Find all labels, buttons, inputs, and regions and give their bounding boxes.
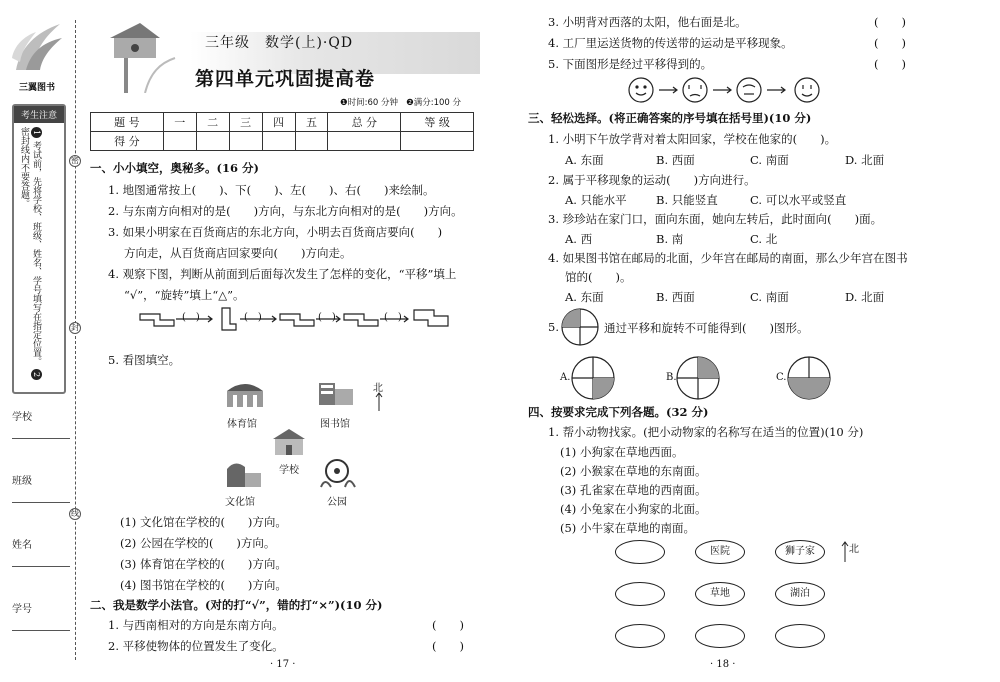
notice-item-2: 密封线内不要答题。 xyxy=(19,127,29,208)
home-lake: 湖泊 xyxy=(775,582,825,606)
field-label-class: 班级 xyxy=(12,476,32,487)
score-table xyxy=(90,112,474,151)
s3-q5-option-c-label[interactable]: C. xyxy=(776,372,787,383)
score-cell: 三 xyxy=(229,113,262,132)
s3-question-5: 通过平移和旋转不可能得到( )图形。 xyxy=(604,321,809,335)
s1-fill-4: (4) 图书馆在学校的( )方向。 xyxy=(120,578,287,592)
direction-map xyxy=(215,375,390,507)
tetromino-shape-3 xyxy=(280,314,314,326)
score-input-cell[interactable] xyxy=(401,132,474,151)
field-label-school: 学校 xyxy=(12,412,32,423)
score-cell: 总 分 xyxy=(328,113,401,132)
seal-mark-feng: 封 xyxy=(71,323,79,332)
s3-question-2: 2. 属于平移现象的运动( )方向进行。 xyxy=(548,173,756,187)
home-slot-s[interactable] xyxy=(695,624,745,648)
s2-answer-1[interactable]: ( ) xyxy=(432,618,464,632)
s2-question-5: 5. 下面图形是经过平移得到的。 xyxy=(548,57,713,71)
arrow-icon xyxy=(713,87,731,93)
animal-home-grid xyxy=(615,540,865,670)
map-label-stadium: 体育馆 xyxy=(227,419,257,430)
s2-answer-5[interactable]: ( ) xyxy=(874,57,906,71)
tetromino-shape-2 xyxy=(222,308,236,330)
home-slot-w[interactable] xyxy=(615,582,665,606)
s1-question-4b: “√”，“旋转”填上“△”。 xyxy=(124,288,245,302)
stadium-icon xyxy=(223,377,267,409)
notice-body xyxy=(14,123,46,393)
tetromino-shape-4 xyxy=(344,314,378,326)
s2-answer-3[interactable]: ( ) xyxy=(874,15,906,29)
score-input-cell[interactable] xyxy=(196,132,229,151)
score-input-cell[interactable] xyxy=(163,132,196,151)
score-input-cell[interactable] xyxy=(262,132,295,151)
exam-full-score: ❷满分:100 分 xyxy=(406,98,462,108)
s2-answer-2[interactable]: ( ) xyxy=(432,639,464,653)
s3-q2-option-a[interactable]: A. 只能水平 xyxy=(565,193,627,207)
pie-option-b[interactable] xyxy=(675,355,721,401)
s3-q1-option-d[interactable]: D. 北面 xyxy=(845,153,885,167)
home-lion: 狮子家 xyxy=(775,540,825,564)
grid-north-label: 北 xyxy=(849,544,859,555)
s1-fill-2: (2) 公园在学校的( )方向。 xyxy=(120,536,276,550)
s3-q2-option-b[interactable]: B. 只能竖直 xyxy=(656,193,718,207)
notice-number-2: 2 xyxy=(31,369,42,380)
score-table-score-row xyxy=(91,132,474,151)
quarter-circle-figure xyxy=(560,307,600,347)
s4-clue-3: (3) 孔雀家在草地的西南面。 xyxy=(560,483,707,497)
s3-q3-option-b[interactable]: B. 南 xyxy=(656,232,684,246)
score-table-header-row xyxy=(91,113,474,132)
home-slot-nw[interactable] xyxy=(615,540,665,564)
s1-fill-1: (1) 文化馆在学校的( )方向。 xyxy=(120,515,287,529)
park-icon xyxy=(315,457,359,489)
score-cell: 题 号 xyxy=(91,113,164,132)
score-cell: 等 级 xyxy=(401,113,474,132)
notice-item-1: 考试前，先将学校、班级、姓名、学号填写在指定位置。 xyxy=(31,140,41,366)
exam-time: ❶时间:60 分钟 xyxy=(340,98,399,108)
s1-question-1: 1. 地图通常按上( )、下( )、左( )、右( )来绘制。 xyxy=(108,183,435,197)
score-cell: 一 xyxy=(163,113,196,132)
s3-q4-option-a[interactable]: A. 东面 xyxy=(565,290,604,304)
map-north-label: 北 xyxy=(373,383,383,394)
s3-question-5-number: 5. xyxy=(548,320,559,334)
s3-question-1: 1. 小明下午放学背对着太阳回家，学校在他家的( )。 xyxy=(548,132,837,146)
face-icon xyxy=(737,78,761,102)
notice-title: 考生注意 xyxy=(14,106,64,123)
arrow-icon xyxy=(659,87,677,93)
field-line-school[interactable] xyxy=(12,438,70,439)
north-arrow-icon xyxy=(841,540,849,562)
s3-q3-option-c[interactable]: C. 北 xyxy=(750,232,778,246)
map-label-culture-hall: 文化馆 xyxy=(225,497,255,508)
tetromino-shape-1 xyxy=(140,314,174,326)
seal-line xyxy=(75,20,76,660)
s3-q4-option-b[interactable]: B. 西面 xyxy=(656,290,695,304)
section-2-title: 二、我是数学小法官。(对的打“√”，错的打“×”)(10 分) xyxy=(90,598,383,612)
score-input-cell[interactable] xyxy=(229,132,262,151)
section-1-title: 一、小小填空，奥秘多。(16 分) xyxy=(90,161,259,175)
s3-q1-option-c[interactable]: C. 南面 xyxy=(750,153,789,167)
s4-clue-2: (2) 小猴家在草地的东南面。 xyxy=(560,464,707,478)
map-label-school: 学校 xyxy=(279,465,299,476)
map-label-library: 图书馆 xyxy=(320,419,350,430)
home-hospital: 医院 xyxy=(695,540,745,564)
north-arrow-icon xyxy=(375,391,383,411)
s1-question-4a: 4. 观察下图，判断从前面到后面每次发生了怎样的变化，“平移”填上 xyxy=(108,267,457,281)
home-slot-sw[interactable] xyxy=(615,624,665,648)
school-icon xyxy=(267,425,311,457)
s1-question-3a: 3. 如果小明家在百货商店的东北方向，小明去百货商店要向( ) xyxy=(108,225,443,239)
score-cell: 得 分 xyxy=(91,132,164,151)
s3-q3-option-a[interactable]: A. 西 xyxy=(565,232,593,246)
s2-question-4: 4. 工厂里运送货物的传送带的运动是平移现象。 xyxy=(548,36,793,50)
s4-clue-1: (1) 小狗家在草地西面。 xyxy=(560,445,684,459)
map-label-park: 公园 xyxy=(327,497,347,508)
s2-answer-4[interactable]: ( ) xyxy=(874,36,906,50)
field-line-name[interactable] xyxy=(12,566,70,567)
s3-q1-option-b[interactable]: B. 西面 xyxy=(656,153,695,167)
student-notice-box xyxy=(12,104,66,394)
s3-q1-option-a[interactable]: A. 东面 xyxy=(565,153,604,167)
face-icon xyxy=(683,78,707,102)
face-icon xyxy=(629,78,653,102)
s2-question-3: 3. 小明背对西落的太阳，他右面是北。 xyxy=(548,15,747,29)
field-line-class[interactable] xyxy=(12,502,70,503)
field-label-name: 姓名 xyxy=(12,540,32,551)
binding-strip xyxy=(0,0,88,682)
s4-clue-5: (5) 小牛家在草地的南面。 xyxy=(560,521,695,535)
s4-question-1: 1. 帮小动物找家。(把小动物家的名称写在适当的位置)(10 分) xyxy=(548,425,864,439)
exam-unit-title: 第四单元巩固提高卷 xyxy=(195,68,376,90)
s3-question-4a: 4. 如果图书馆在邮局的北面，少年宫在邮局的南面，那么少年宫在图书 xyxy=(548,251,908,265)
s2-question-1: 1. 与西南相对的方向是东南方向。 xyxy=(108,618,284,632)
field-line-id[interactable] xyxy=(12,630,70,631)
publisher-logo-icon xyxy=(6,18,68,78)
s2-question-2: 2. 平移使物体的位置发生了变化。 xyxy=(108,639,284,653)
blank-3[interactable]: ( ) xyxy=(318,312,336,323)
score-input-cell[interactable] xyxy=(328,132,401,151)
blank-4[interactable]: ( ) xyxy=(384,312,402,323)
section-4-title: 四、按要求完成下列各题。(32 分) xyxy=(528,405,709,419)
face-sequence xyxy=(627,75,842,105)
s1-question-3b: 方向走，从百货商店回家要向( )方向走。 xyxy=(124,246,352,260)
birdhouse-decoration-icon xyxy=(100,18,180,93)
brand-name: 三翼图书 xyxy=(18,83,55,93)
s3-question-4b: 馆的( )。 xyxy=(565,270,632,284)
library-icon xyxy=(313,377,357,409)
notice-number-1: 1 xyxy=(31,127,42,138)
culture-hall-icon xyxy=(221,457,265,489)
s3-question-3: 3. 珍珍站在家门口，面向东面，她向左转后，此时面向( )面。 xyxy=(548,212,883,226)
seal-mark-xian: 线 xyxy=(71,509,79,518)
arrow-icon xyxy=(767,87,785,93)
face-icon xyxy=(795,78,819,102)
home-grass: 草地 xyxy=(695,582,745,606)
score-cell: 四 xyxy=(262,113,295,132)
s3-q4-option-c[interactable]: C. 南面 xyxy=(750,290,789,304)
exam-meta xyxy=(340,96,461,108)
pie-option-c[interactable] xyxy=(786,355,832,401)
exam-title: 三年级 数学(上)·QD xyxy=(205,35,354,51)
page-number-left: · 17 · xyxy=(270,659,296,670)
field-label-id: 学号 xyxy=(12,604,32,615)
seal-mark-mi: 密 xyxy=(71,156,79,165)
s3-q4-option-d[interactable]: D. 北面 xyxy=(845,290,885,304)
blank-2[interactable]: ( ) xyxy=(244,312,262,323)
pie-option-a[interactable] xyxy=(570,355,616,401)
page-number-right: · 18 · xyxy=(710,659,736,670)
home-slot-se[interactable] xyxy=(775,624,825,648)
s3-q2-option-c[interactable]: C. 可以水平或竖直 xyxy=(750,193,847,207)
score-cell: 二 xyxy=(196,113,229,132)
s3-q5-option-b-label[interactable]: B. xyxy=(666,372,677,383)
s4-clue-4: (4) 小兔家在小狗家的北面。 xyxy=(560,502,707,516)
s3-q5-option-a-label[interactable]: A. xyxy=(560,372,571,383)
score-cell: 五 xyxy=(295,113,328,132)
section-3-title: 三、轻松选择。(将正确答案的序号填在括号里)(10 分) xyxy=(528,111,812,125)
s1-question-2: 2. 与东南方向相对的是( )方向，与东北方向相对的是( )方向。 xyxy=(108,204,463,218)
blank-1[interactable]: ( ) xyxy=(182,312,200,323)
s1-fill-3: (3) 体育馆在学校的( )方向。 xyxy=(120,557,287,571)
score-input-cell[interactable] xyxy=(295,132,328,151)
s1-question-5: 5. 看图填空。 xyxy=(108,353,181,367)
tetromino-shape-5 xyxy=(414,310,448,326)
